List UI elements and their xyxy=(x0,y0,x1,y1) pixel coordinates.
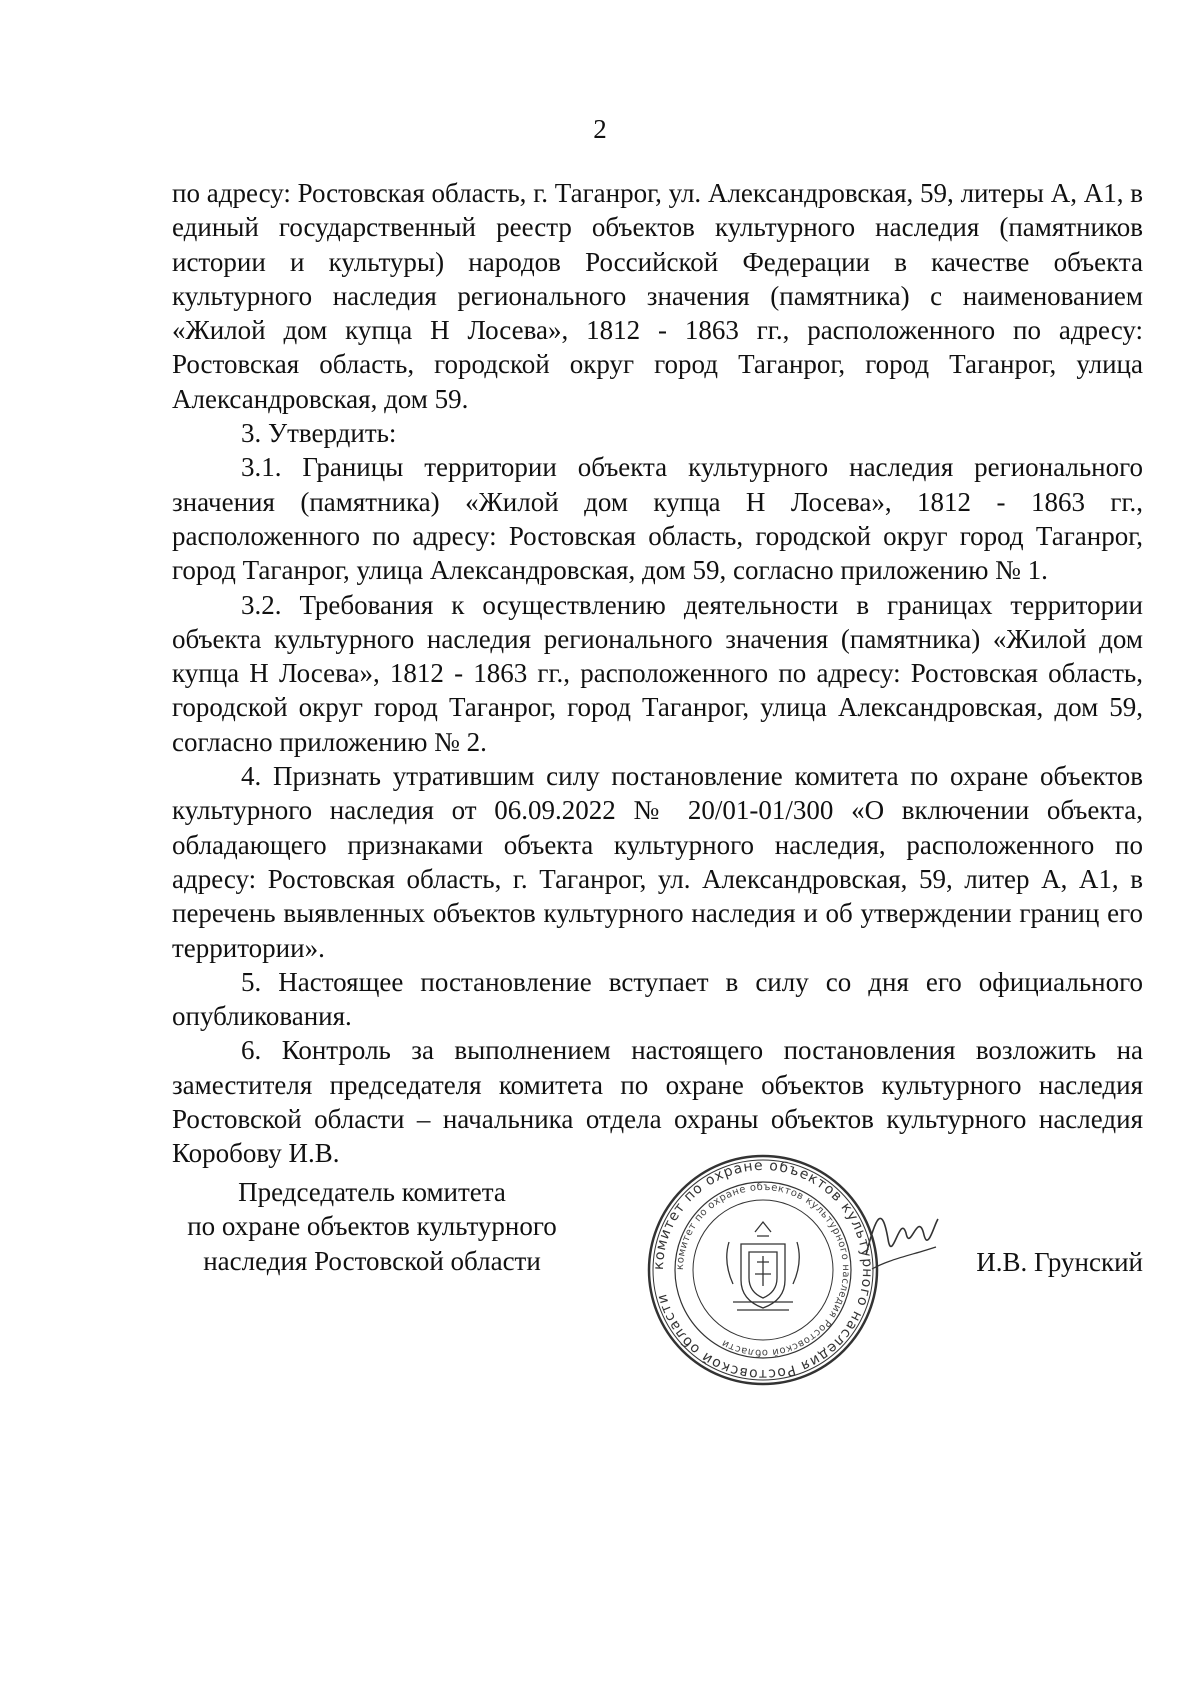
paragraph-item-3-2: 3.2. Требования к осуществлению деятельности в границах территории объекта культурного наследия регионального значения (памятника) «Жилой дом купца Н Лосева», 1812 - 1863 гг., расположенного по адресу: Ростовская область, городской округ город Таганрог, город Таганрог, улица Александровская, дом 59, согласно приложению № 2. xyxy=(172,589,1143,757)
paragraph-item-6: 6. Контроль за выполнением настоящего постановления возложить на заместителя председателя комитета по охране объектов культурного наследия Ростовской области – начальника отдела охраны объектов культурного наследия Коробову И.В. xyxy=(172,1035,1143,1169)
paragraph-item-3: 3. Утвердить: xyxy=(241,418,397,449)
page-number: 2 xyxy=(593,114,607,144)
coat-of-arms-icon xyxy=(727,1222,800,1310)
signer-name: И.В. Грунский xyxy=(976,1247,1143,1277)
document-body xyxy=(172,176,1143,1171)
handwritten-signature xyxy=(860,1195,940,1285)
official-seal xyxy=(645,1152,881,1388)
signer-title-line: наследия Ростовской области xyxy=(203,1245,541,1276)
paragraph-continuation: по адресу: Ростовская область, г. Таганрог, ул. Александровская, 59, литеры А, А1, в единый государственный реестр объектов культурного наследия (памятников истории и культуры) народов Российской Федерации в качестве объекта культурного наследия регионального значения (памятника) с наименованием «Жилой дом купца Н Лосева», 1812 - 1863 гг., расположенного по адресу: Ростовская область, городской округ город Таганрог, город Таганрог, улица Александровская, дом 59. xyxy=(172,178,1143,414)
signer-title-line: по охране объектов культурного xyxy=(187,1211,557,1242)
signature-block xyxy=(0,1157,1200,1435)
signer-title xyxy=(172,1175,572,1278)
paragraph-item-5: 5. Настоящее постановление вступает в силу со дня его официального опубликования. xyxy=(172,966,1143,1032)
seal-outer-text: комитет по охране объектов культурного наследия Ростовской области xyxy=(650,1157,876,1383)
seal-inner-text: комитет по охране объектов культурного наследия Ростовской области xyxy=(674,1181,852,1359)
signer-title-line: Председатель комитета xyxy=(238,1177,506,1207)
paragraph-item-3-1: 3.1. Границы территории объекта культурного наследия регионального значения (памятника) «Жилой дом купца Н Лосева», 1812 - 1863 гг., расположенного по адресу: Ростовская область, городской округ город Таганрог, город Таганрог, улица Александровская, дом 59, согласно приложению № 1. xyxy=(172,452,1143,586)
paragraph-item-4: 4. Признать утратившим силу постановление комитета по охране объектов культурного наследия от 06.09.2022 № 20/01-01/300 «О включении объекта, обладающего признаками объекта культурного наследия, расположенного по адресу: Ростовская область, г. Таганрог, ул. Александровская, 59, литер А, А1, в перечень выявленных объектов культурного наследия и об утверждении границ его территории». xyxy=(172,761,1143,963)
